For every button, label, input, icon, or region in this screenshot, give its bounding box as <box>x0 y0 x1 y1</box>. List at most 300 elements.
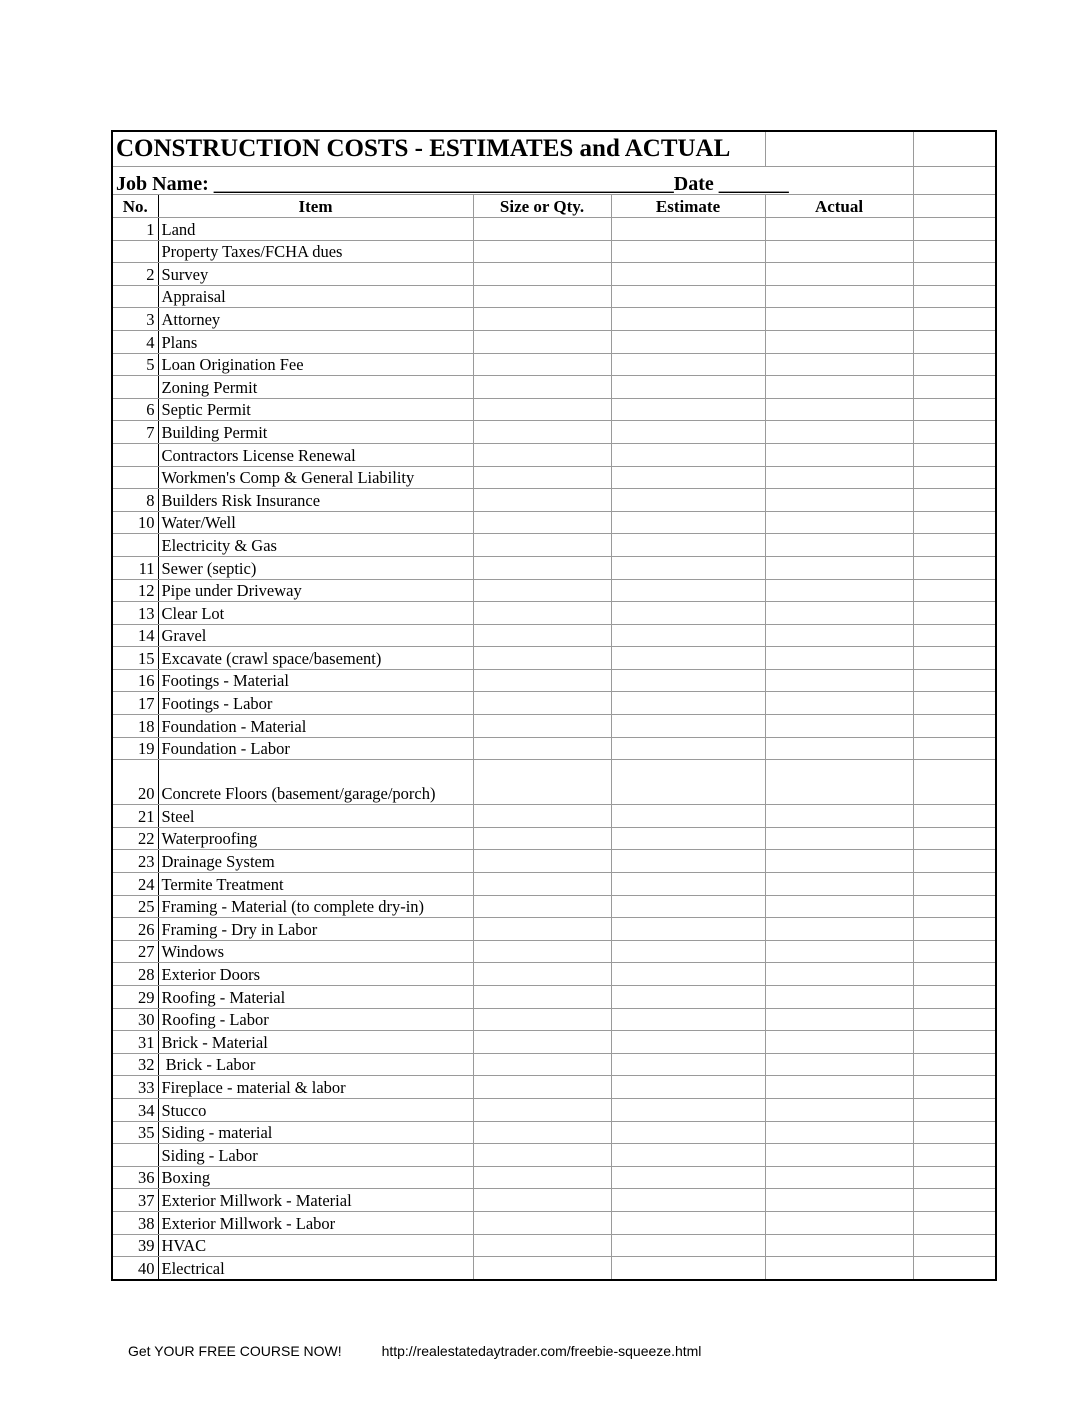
row-actual-cell[interactable] <box>765 218 913 241</box>
row-estimate-cell[interactable] <box>611 850 765 873</box>
row-item: Plans <box>158 330 473 353</box>
row-extra-cell[interactable] <box>913 421 996 444</box>
row-extra-cell[interactable] <box>913 827 996 850</box>
row-number: 29 <box>112 986 158 1009</box>
table-row <box>112 421 996 444</box>
row-item: Framing - Dry in Labor <box>158 918 473 941</box>
table-row <box>112 963 996 986</box>
row-extra-cell[interactable] <box>913 1121 996 1144</box>
row-actual-cell[interactable] <box>765 895 913 918</box>
row-item: Siding - material <box>158 1121 473 1144</box>
row-item: Fireplace - material & labor <box>158 1076 473 1099</box>
row-estimate-cell[interactable] <box>611 940 765 963</box>
row-size-qty-cell[interactable] <box>473 398 611 421</box>
row-actual-cell[interactable] <box>765 1031 913 1054</box>
row-item: Excavate (crawl space/basement) <box>158 647 473 670</box>
footer-promo: Get YOUR FREE COURSE NOW! <box>128 1343 342 1359</box>
row-estimate-cell[interactable] <box>611 511 765 534</box>
row-actual-cell[interactable] <box>765 1234 913 1257</box>
row-estimate-cell[interactable] <box>611 963 765 986</box>
row-number: 17 <box>112 692 158 715</box>
row-actual-cell[interactable] <box>765 556 913 579</box>
row-estimate-cell[interactable] <box>611 737 765 760</box>
row-estimate-cell[interactable] <box>611 398 765 421</box>
page-footer <box>128 1343 701 1359</box>
row-extra-cell[interactable] <box>913 534 996 557</box>
row-number: 28 <box>112 963 158 986</box>
row-estimate-cell[interactable] <box>611 443 765 466</box>
row-actual-cell[interactable] <box>765 873 913 896</box>
row-actual-cell[interactable] <box>765 579 913 602</box>
row-estimate-cell[interactable] <box>611 489 765 512</box>
row-number <box>112 534 158 557</box>
row-estimate-cell[interactable] <box>611 579 765 602</box>
row-item: Footings - Material <box>158 669 473 692</box>
row-actual-cell[interactable] <box>765 760 913 805</box>
row-item: Appraisal <box>158 285 473 308</box>
row-extra-cell[interactable] <box>913 1076 996 1099</box>
row-number: 31 <box>112 1031 158 1054</box>
row-actual-cell[interactable] <box>765 1098 913 1121</box>
row-item: Zoning Permit <box>158 376 473 399</box>
row-extra-cell[interactable] <box>913 602 996 625</box>
row-size-qty-cell[interactable] <box>473 963 611 986</box>
row-actual-cell[interactable] <box>765 827 913 850</box>
row-estimate-cell[interactable] <box>611 760 765 805</box>
row-number: 1 <box>112 218 158 241</box>
row-extra-cell[interactable] <box>913 218 996 241</box>
row-size-qty-cell[interactable] <box>473 647 611 670</box>
row-actual-cell[interactable] <box>765 1076 913 1099</box>
row-estimate-cell[interactable] <box>611 466 765 489</box>
row-size-qty-cell[interactable] <box>473 1211 611 1234</box>
row-size-qty-cell[interactable] <box>473 466 611 489</box>
row-size-qty-cell[interactable] <box>473 1008 611 1031</box>
row-estimate-cell[interactable] <box>611 1098 765 1121</box>
row-actual-cell[interactable] <box>765 511 913 534</box>
row-size-qty-cell[interactable] <box>473 940 611 963</box>
row-extra-cell[interactable] <box>913 669 996 692</box>
table-row <box>112 308 996 331</box>
row-actual-cell[interactable] <box>765 715 913 738</box>
row-item: Stucco <box>158 1098 473 1121</box>
row-estimate-cell[interactable] <box>611 647 765 670</box>
row-extra-cell[interactable] <box>913 1211 996 1234</box>
row-size-qty-cell[interactable] <box>473 669 611 692</box>
row-size-qty-cell[interactable] <box>473 986 611 1009</box>
row-size-qty-cell[interactable] <box>473 1098 611 1121</box>
table-row <box>112 760 996 805</box>
row-extra-cell[interactable] <box>913 1053 996 1076</box>
row-size-qty-cell[interactable] <box>473 1121 611 1144</box>
table-row <box>112 1257 996 1280</box>
row-number: 12 <box>112 579 158 602</box>
row-item: Foundation - Labor <box>158 737 473 760</box>
row-size-qty-cell[interactable] <box>473 308 611 331</box>
row-number: 13 <box>112 602 158 625</box>
row-estimate-cell[interactable] <box>611 624 765 647</box>
table-row <box>112 218 996 241</box>
table-row <box>112 1144 996 1167</box>
column-header-actual: Actual <box>765 195 913 218</box>
row-actual-cell[interactable] <box>765 240 913 263</box>
row-extra-cell[interactable] <box>913 240 996 263</box>
row-estimate-cell[interactable] <box>611 805 765 828</box>
row-estimate-cell[interactable] <box>611 421 765 444</box>
row-actual-cell[interactable] <box>765 353 913 376</box>
row-size-qty-cell[interactable] <box>473 918 611 941</box>
row-size-qty-cell[interactable] <box>473 1076 611 1099</box>
row-extra-cell[interactable] <box>913 443 996 466</box>
row-estimate-cell[interactable] <box>611 353 765 376</box>
table-row <box>112 1098 996 1121</box>
row-number: 30 <box>112 1008 158 1031</box>
row-estimate-cell[interactable] <box>611 827 765 850</box>
row-estimate-cell[interactable] <box>611 1189 765 1212</box>
row-extra-cell[interactable] <box>913 285 996 308</box>
row-size-qty-cell[interactable] <box>473 1234 611 1257</box>
row-item: Gravel <box>158 624 473 647</box>
row-size-qty-cell[interactable] <box>473 579 611 602</box>
row-size-qty-cell[interactable] <box>473 218 611 241</box>
row-size-qty-cell[interactable] <box>473 1053 611 1076</box>
row-size-qty-cell[interactable] <box>473 421 611 444</box>
row-item: Foundation - Material <box>158 715 473 738</box>
job-blank-cell[interactable] <box>913 167 996 195</box>
row-size-qty-cell[interactable] <box>473 534 611 557</box>
row-item: Exterior Millwork - Material <box>158 1189 473 1212</box>
row-number: 7 <box>112 421 158 444</box>
row-actual-cell[interactable] <box>765 1008 913 1031</box>
row-number: 35 <box>112 1121 158 1144</box>
row-number <box>112 285 158 308</box>
row-item: Siding - Labor <box>158 1144 473 1167</box>
row-size-qty-cell[interactable] <box>473 692 611 715</box>
table-row <box>112 1189 996 1212</box>
row-size-qty-cell[interactable] <box>473 511 611 534</box>
row-actual-cell[interactable] <box>765 1257 913 1280</box>
row-estimate-cell[interactable] <box>611 1211 765 1234</box>
row-extra-cell[interactable] <box>913 466 996 489</box>
table-row <box>112 602 996 625</box>
row-number <box>112 1144 158 1167</box>
row-size-qty-cell[interactable] <box>473 1257 611 1280</box>
row-item: Roofing - Material <box>158 986 473 1009</box>
row-actual-cell[interactable] <box>765 1211 913 1234</box>
row-extra-cell[interactable] <box>913 1234 996 1257</box>
row-size-qty-cell[interactable] <box>473 737 611 760</box>
row-estimate-cell[interactable] <box>611 1166 765 1189</box>
row-extra-cell[interactable] <box>913 1189 996 1212</box>
row-extra-cell[interactable] <box>913 873 996 896</box>
row-item: Brick - Labor <box>158 1053 473 1076</box>
table-row <box>112 1008 996 1031</box>
row-item: Termite Treatment <box>158 873 473 896</box>
row-estimate-cell[interactable] <box>611 715 765 738</box>
table-row <box>112 511 996 534</box>
table-row <box>112 285 996 308</box>
row-number: 11 <box>112 556 158 579</box>
row-size-qty-cell[interactable] <box>473 715 611 738</box>
table-row <box>112 647 996 670</box>
row-actual-cell[interactable] <box>765 489 913 512</box>
row-actual-cell[interactable] <box>765 1144 913 1167</box>
row-actual-cell[interactable] <box>765 940 913 963</box>
row-actual-cell[interactable] <box>765 466 913 489</box>
row-estimate-cell[interactable] <box>611 285 765 308</box>
row-number: 34 <box>112 1098 158 1121</box>
row-estimate-cell[interactable] <box>611 692 765 715</box>
row-size-qty-cell[interactable] <box>473 285 611 308</box>
row-size-qty-cell[interactable] <box>473 489 611 512</box>
row-estimate-cell[interactable] <box>611 308 765 331</box>
row-size-qty-cell[interactable] <box>473 895 611 918</box>
row-extra-cell[interactable] <box>913 1166 996 1189</box>
row-actual-cell[interactable] <box>765 421 913 444</box>
row-estimate-cell[interactable] <box>611 1234 765 1257</box>
row-estimate-cell[interactable] <box>611 263 765 286</box>
row-estimate-cell[interactable] <box>611 1121 765 1144</box>
row-actual-cell[interactable] <box>765 263 913 286</box>
column-header-item: Item <box>158 195 473 218</box>
table-row <box>112 353 996 376</box>
row-extra-cell[interactable] <box>913 1098 996 1121</box>
cost-estimate-table <box>111 130 997 1281</box>
row-item: Survey <box>158 263 473 286</box>
row-item: HVAC <box>158 1234 473 1257</box>
table-row <box>112 918 996 941</box>
row-item: Septic Permit <box>158 398 473 421</box>
row-number: 38 <box>112 1211 158 1234</box>
row-item: Framing - Material (to complete dry-in) <box>158 895 473 918</box>
row-item: Concrete Floors (basement/garage/porch) <box>158 760 473 805</box>
row-estimate-cell[interactable] <box>611 873 765 896</box>
row-actual-cell[interactable] <box>765 534 913 557</box>
row-extra-cell[interactable] <box>913 579 996 602</box>
row-number: 39 <box>112 1234 158 1257</box>
row-extra-cell[interactable] <box>913 963 996 986</box>
row-actual-cell[interactable] <box>765 1166 913 1189</box>
row-number: 18 <box>112 715 158 738</box>
row-extra-cell[interactable] <box>913 330 996 353</box>
row-actual-cell[interactable] <box>765 647 913 670</box>
row-item: Boxing <box>158 1166 473 1189</box>
row-size-qty-cell[interactable] <box>473 760 611 805</box>
table-row <box>112 1076 996 1099</box>
row-size-qty-cell[interactable] <box>473 1144 611 1167</box>
row-item: Waterproofing <box>158 827 473 850</box>
row-number: 25 <box>112 895 158 918</box>
table-row <box>112 669 996 692</box>
row-extra-cell[interactable] <box>913 624 996 647</box>
row-estimate-cell[interactable] <box>611 240 765 263</box>
row-extra-cell[interactable] <box>913 1008 996 1031</box>
row-size-qty-cell[interactable] <box>473 1031 611 1054</box>
row-size-qty-cell[interactable] <box>473 376 611 399</box>
row-size-qty-cell[interactable] <box>473 443 611 466</box>
row-estimate-cell[interactable] <box>611 556 765 579</box>
row-estimate-cell[interactable] <box>611 1076 765 1099</box>
table-row <box>112 1053 996 1076</box>
row-actual-cell[interactable] <box>765 1189 913 1212</box>
row-estimate-cell[interactable] <box>611 1031 765 1054</box>
row-extra-cell[interactable] <box>913 715 996 738</box>
row-size-qty-cell[interactable] <box>473 873 611 896</box>
row-size-qty-cell[interactable] <box>473 556 611 579</box>
row-extra-cell[interactable] <box>913 918 996 941</box>
row-number <box>112 466 158 489</box>
column-header-blank <box>913 195 996 218</box>
row-number: 3 <box>112 308 158 331</box>
row-number: 23 <box>112 850 158 873</box>
title-blank-cell[interactable] <box>913 131 996 167</box>
row-item: Land <box>158 218 473 241</box>
row-estimate-cell[interactable] <box>611 918 765 941</box>
row-actual-cell[interactable] <box>765 669 913 692</box>
row-extra-cell[interactable] <box>913 692 996 715</box>
table-row <box>112 556 996 579</box>
row-item: Pipe under Driveway <box>158 579 473 602</box>
row-number: 36 <box>112 1166 158 1189</box>
row-number <box>112 240 158 263</box>
row-actual-cell[interactable] <box>765 308 913 331</box>
row-item: Steel <box>158 805 473 828</box>
table-row <box>112 579 996 602</box>
row-size-qty-cell[interactable] <box>473 330 611 353</box>
table-row <box>112 1211 996 1234</box>
row-extra-cell[interactable] <box>913 308 996 331</box>
table-row <box>112 1234 996 1257</box>
row-number: 14 <box>112 624 158 647</box>
row-actual-cell[interactable] <box>765 986 913 1009</box>
row-estimate-cell[interactable] <box>611 330 765 353</box>
row-actual-cell[interactable] <box>765 918 913 941</box>
row-estimate-cell[interactable] <box>611 218 765 241</box>
row-number: 10 <box>112 511 158 534</box>
row-item: Water/Well <box>158 511 473 534</box>
row-actual-cell[interactable] <box>765 692 913 715</box>
row-actual-cell[interactable] <box>765 443 913 466</box>
row-extra-cell[interactable] <box>913 850 996 873</box>
table-row <box>112 489 996 512</box>
row-extra-cell[interactable] <box>913 1144 996 1167</box>
table-row <box>112 895 996 918</box>
column-header-no: No. <box>112 195 158 218</box>
title-blank-cell[interactable] <box>765 131 913 167</box>
row-actual-cell[interactable] <box>765 850 913 873</box>
row-actual-cell[interactable] <box>765 963 913 986</box>
row-size-qty-cell[interactable] <box>473 602 611 625</box>
row-number: 20 <box>112 760 158 805</box>
row-number: 21 <box>112 805 158 828</box>
row-item: Clear Lot <box>158 602 473 625</box>
row-actual-cell[interactable] <box>765 602 913 625</box>
table-row <box>112 1121 996 1144</box>
row-item: Windows <box>158 940 473 963</box>
row-number: 16 <box>112 669 158 692</box>
row-extra-cell[interactable] <box>913 376 996 399</box>
row-item: Workmen's Comp & General Liability <box>158 466 473 489</box>
footer-url-link[interactable]: http://realestatedaytrader.com/freebie-squeeze.html <box>381 1343 702 1359</box>
row-actual-cell[interactable] <box>765 1053 913 1076</box>
row-item: Electricity & Gas <box>158 534 473 557</box>
row-extra-cell[interactable] <box>913 805 996 828</box>
table-row <box>112 692 996 715</box>
row-estimate-cell[interactable] <box>611 376 765 399</box>
row-actual-cell[interactable] <box>765 398 913 421</box>
row-estimate-cell[interactable] <box>611 986 765 1009</box>
row-estimate-cell[interactable] <box>611 1257 765 1280</box>
row-extra-cell[interactable] <box>913 398 996 421</box>
row-size-qty-cell[interactable] <box>473 1166 611 1189</box>
row-item: Footings - Labor <box>158 692 473 715</box>
row-size-qty-cell[interactable] <box>473 263 611 286</box>
row-size-qty-cell[interactable] <box>473 353 611 376</box>
row-extra-cell[interactable] <box>913 647 996 670</box>
row-item: Property Taxes/FCHA dues <box>158 240 473 263</box>
row-extra-cell[interactable] <box>913 263 996 286</box>
row-estimate-cell[interactable] <box>611 895 765 918</box>
row-item: Electrical <box>158 1257 473 1280</box>
row-number: 37 <box>112 1189 158 1212</box>
job-name-date-line: Job Name: ______________________________________________Date _______ <box>112 167 913 195</box>
table-row <box>112 1166 996 1189</box>
row-extra-cell[interactable] <box>913 986 996 1009</box>
row-size-qty-cell[interactable] <box>473 827 611 850</box>
row-size-qty-cell[interactable] <box>473 850 611 873</box>
row-extra-cell[interactable] <box>913 556 996 579</box>
row-number: 6 <box>112 398 158 421</box>
row-item: Exterior Millwork - Labor <box>158 1211 473 1234</box>
row-actual-cell[interactable] <box>765 624 913 647</box>
table-row <box>112 986 996 1009</box>
row-actual-cell[interactable] <box>765 1121 913 1144</box>
row-extra-cell[interactable] <box>913 737 996 760</box>
row-extra-cell[interactable] <box>913 511 996 534</box>
row-item: Sewer (septic) <box>158 556 473 579</box>
row-actual-cell[interactable] <box>765 737 913 760</box>
row-estimate-cell[interactable] <box>611 1144 765 1167</box>
row-estimate-cell[interactable] <box>611 1008 765 1031</box>
row-number: 2 <box>112 263 158 286</box>
row-estimate-cell[interactable] <box>611 1053 765 1076</box>
row-actual-cell[interactable] <box>765 330 913 353</box>
row-number <box>112 443 158 466</box>
row-item: Roofing - Labor <box>158 1008 473 1031</box>
column-header-size: Size or Qty. <box>473 195 611 218</box>
row-estimate-cell[interactable] <box>611 534 765 557</box>
table-row <box>112 376 996 399</box>
row-size-qty-cell[interactable] <box>473 805 611 828</box>
row-extra-cell[interactable] <box>913 895 996 918</box>
row-estimate-cell[interactable] <box>611 669 765 692</box>
row-actual-cell[interactable] <box>765 805 913 828</box>
row-extra-cell[interactable] <box>913 489 996 512</box>
row-number: 4 <box>112 330 158 353</box>
row-item: Loan Origination Fee <box>158 353 473 376</box>
row-size-qty-cell[interactable] <box>473 240 611 263</box>
row-extra-cell[interactable] <box>913 940 996 963</box>
row-extra-cell[interactable] <box>913 760 996 805</box>
row-extra-cell[interactable] <box>913 1257 996 1280</box>
row-estimate-cell[interactable] <box>611 602 765 625</box>
row-extra-cell[interactable] <box>913 1031 996 1054</box>
row-extra-cell[interactable] <box>913 353 996 376</box>
row-size-qty-cell[interactable] <box>473 1189 611 1212</box>
row-actual-cell[interactable] <box>765 285 913 308</box>
row-size-qty-cell[interactable] <box>473 624 611 647</box>
row-actual-cell[interactable] <box>765 376 913 399</box>
